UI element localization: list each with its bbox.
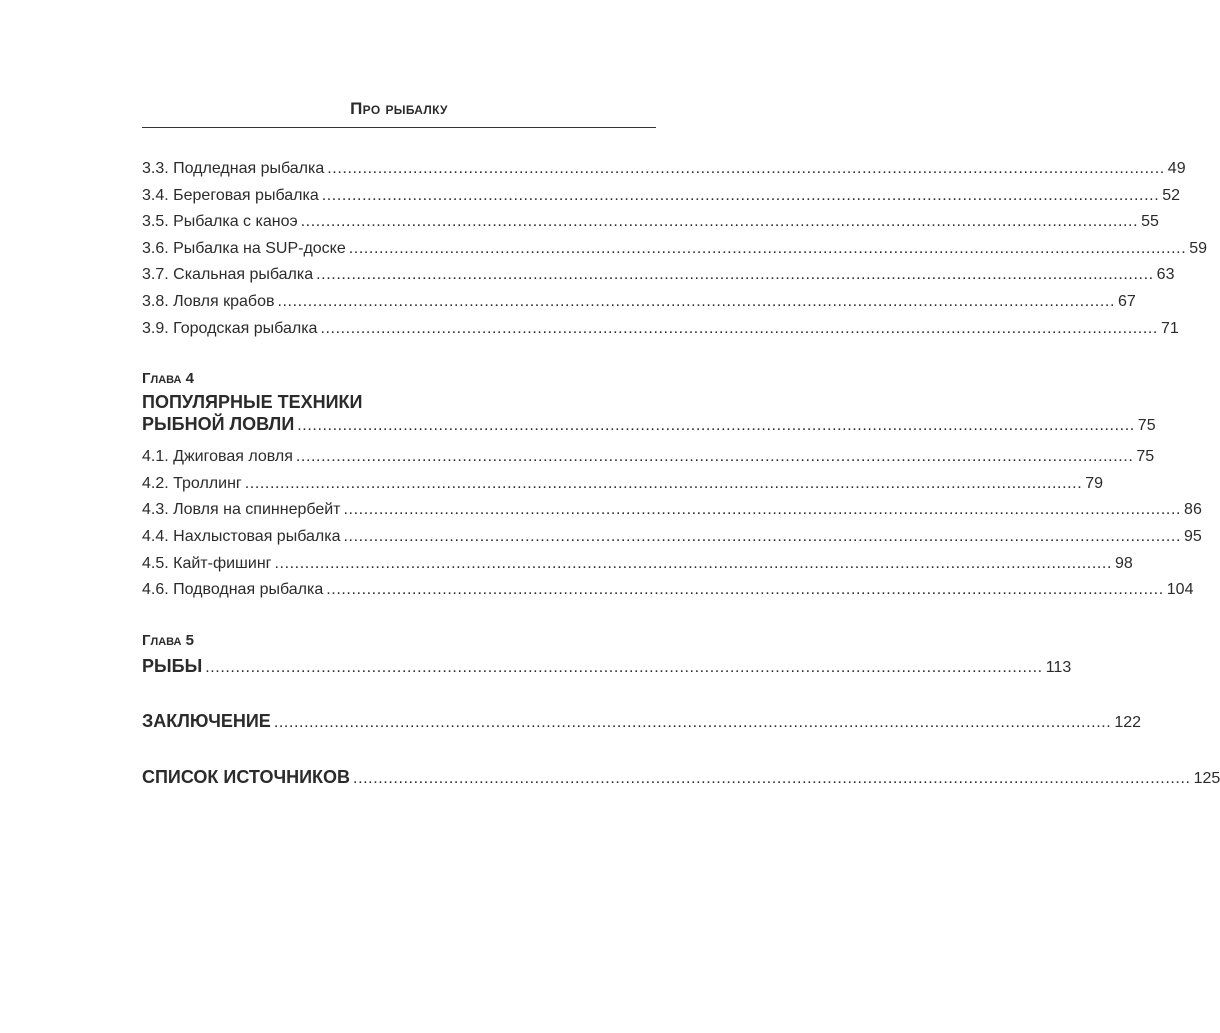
chapter5-page: 113 xyxy=(1045,658,1072,676)
dot-leader: ...................................................................................................................................................................... xyxy=(300,213,1139,231)
toc-entry xyxy=(142,471,1104,498)
dot-leader: ...................................................................................................................................................................... xyxy=(320,319,1158,337)
toc-entry xyxy=(142,444,1155,471)
chapter4-title-line1: ПОПУЛЯРНЫЕ ТЕХНИКИ xyxy=(142,392,363,413)
table-of-contents xyxy=(142,156,1220,791)
toc-entry-page: 75 xyxy=(1136,448,1155,466)
toc-entry xyxy=(142,577,1194,604)
sources-page: 125 xyxy=(1193,769,1220,787)
toc-entry-title: 3.5. Рыбалка с каноэ xyxy=(142,213,298,231)
dot-leader: ...................................................................................................................................................................... xyxy=(277,292,1115,310)
chapter5-title-entry xyxy=(142,653,1072,680)
toc-entry-page: 52 xyxy=(1162,186,1181,204)
conclusion-entry xyxy=(142,708,1142,735)
chapter4-label: Глава 4 xyxy=(142,370,195,388)
dot-leader: ...................................................................................................................................................................... xyxy=(327,160,1165,177)
toc-entry-title: 4.6. Подводная рыбалка xyxy=(142,581,324,599)
toc-entry-title: 4.5. Кайт-фишинг xyxy=(142,554,272,572)
dot-leader: ...................................................................................................................................................................... xyxy=(343,501,1182,519)
toc-entry-page: 67 xyxy=(1118,292,1136,310)
conclusion-title: ЗАКЛЮЧЕНИЕ xyxy=(142,711,271,732)
chapter3-sections xyxy=(142,156,1208,342)
dot-leader: ...................................................................................................................................................................... xyxy=(205,658,1043,676)
spacer xyxy=(142,679,656,708)
toc-entry xyxy=(142,551,1133,578)
toc-entry-title: 3.9. Городская рыбалка xyxy=(142,319,318,337)
dot-leader: ...................................................................................................................................................................... xyxy=(316,266,1154,284)
spacer xyxy=(142,735,656,764)
toc-entry xyxy=(142,497,1202,524)
dot-leader: ...................................................................................................................................................................... xyxy=(348,239,1187,257)
toc-entry-title: 3.7. Скальная рыбалка xyxy=(142,266,314,284)
toc-entry-page: 59 xyxy=(1189,239,1208,257)
dot-leader: ...................................................................................................................................................................... xyxy=(274,554,1113,572)
sources-entry xyxy=(142,764,1220,791)
toc-entry xyxy=(142,524,1202,551)
toc-entry-title: 4.4. Нахлыстовая рыбалка xyxy=(142,527,341,545)
toc-entry-page: 95 xyxy=(1184,527,1202,545)
toc-entry-page: 86 xyxy=(1184,501,1202,519)
dot-leader: ...................................................................................................................................................................... xyxy=(244,474,1083,492)
toc-entry-title: 3.3. Подледная рыбалка xyxy=(142,160,325,177)
toc-entry-page: 49 xyxy=(1167,160,1186,177)
chapter4-page: 75 xyxy=(1137,417,1156,435)
header-rule xyxy=(142,127,656,128)
conclusion-page: 122 xyxy=(1114,714,1142,732)
toc-entry xyxy=(142,236,1208,263)
chapter4-title-line2: РЫБНОЙ ЛОВЛИ xyxy=(142,414,295,435)
toc-entry-page: 79 xyxy=(1085,474,1104,492)
toc-entry xyxy=(142,289,1136,316)
toc-entry-title: 3.6. Рыбалка на SUP-доске xyxy=(142,239,346,257)
toc-entry-page: 98 xyxy=(1115,554,1133,572)
chapter5-label: Глава 5 xyxy=(142,631,195,649)
dot-leader: ...................................................................................................................................................................... xyxy=(343,527,1182,545)
toc-entry-page: 71 xyxy=(1160,319,1179,337)
toc-entry xyxy=(142,183,1181,210)
toc-entry xyxy=(142,316,1179,343)
chapter5-title: РЫБЫ xyxy=(142,655,203,676)
dot-leader: ...................................................................................................................................................................... xyxy=(326,581,1164,599)
toc-entry-title: 4.2. Троллинг xyxy=(142,474,242,492)
dot-leader: ...................................................................................................................................................................... xyxy=(273,714,1112,732)
toc-entry-title: 3.4. Береговая рыбалка xyxy=(142,186,319,204)
toc-entry-title: 4.3. Ловля на спиннербейт xyxy=(142,501,341,519)
chapter4-title-entry xyxy=(142,413,1156,435)
dot-leader: ...................................................................................................................................................................... xyxy=(297,417,1135,435)
chapter4-sections xyxy=(142,444,1202,604)
running-header: Про рыбалку xyxy=(350,99,448,118)
toc-entry-page: 104 xyxy=(1166,581,1194,599)
toc-entry xyxy=(142,262,1175,289)
dot-leader: ...................................................................................................................................................................... xyxy=(321,186,1160,204)
toc-entry xyxy=(142,156,1186,183)
toc-entry-title: 3.8. Ловля крабов xyxy=(142,292,275,310)
sources-title: СПИСОК ИСТОЧНИКОВ xyxy=(142,766,351,787)
toc-entry-title: 4.1. Джиговая ловля xyxy=(142,448,293,466)
toc-entry-page: 55 xyxy=(1141,213,1159,231)
dot-leader: ...................................................................................................................................................................... xyxy=(295,448,1134,466)
toc-entry xyxy=(142,209,1159,236)
dot-leader: ...................................................................................................................................................................... xyxy=(353,769,1191,787)
toc-entry-page: 63 xyxy=(1156,266,1175,284)
